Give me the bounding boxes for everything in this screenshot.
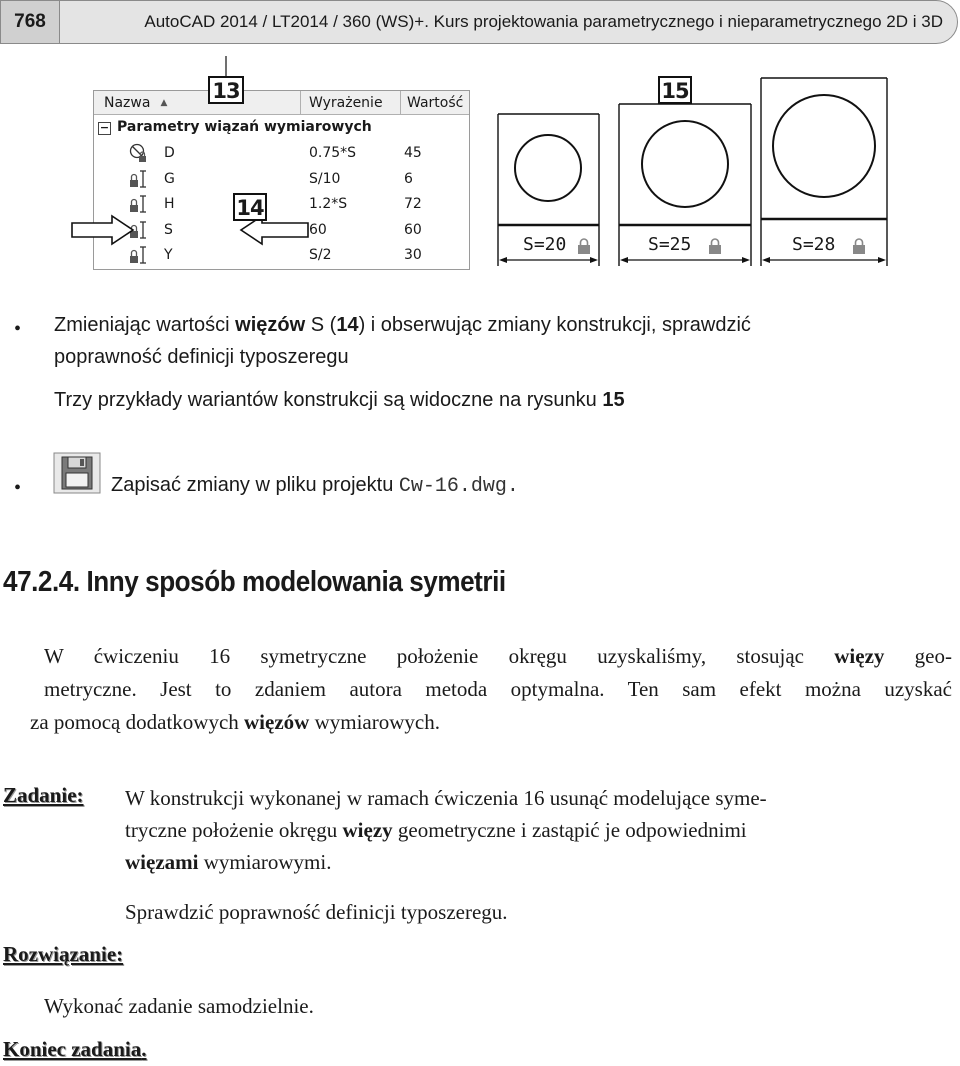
param-row[interactable]: D 0.75*S 45 <box>94 141 469 166</box>
lock-icon <box>708 238 722 255</box>
variant-drawing <box>618 64 758 274</box>
bullet1-line1: Zmieniając wartości więzów S (14) i obserwując zmiany konstrukcji, sprawdzić <box>54 314 751 336</box>
page-number: 768 <box>1 1 60 43</box>
callout-15: 15 <box>658 76 692 104</box>
dimension-label: S=25 <box>648 234 692 255</box>
param-row[interactable]: H 1.2*S 72 <box>94 192 469 217</box>
bullet2-text: Zapisać zmiany w pliku projektu Cw-16.dwg. <box>111 474 519 498</box>
bullet-dot: • <box>14 477 22 499</box>
callout-13: 13 <box>208 76 244 104</box>
callout-14: 14 <box>233 193 267 221</box>
task-line1: W konstrukcji wykonanej w ramach ćwiczenia 16 usunąć modelujące syme- <box>125 786 767 810</box>
lock-icon <box>852 238 866 255</box>
bullet1-line2: poprawność definicji typoszeregu <box>54 346 349 368</box>
group-header[interactable]: − Parametry wiązań wymiarowych <box>99 119 372 135</box>
paragraph-line: za pomocą dodatkowych więzów wymiarowych. <box>30 710 440 734</box>
page-header <box>0 0 958 44</box>
save-icon[interactable] <box>53 452 101 494</box>
end-label: Koniec zadania. <box>3 1037 147 1061</box>
variant-drawing <box>497 64 637 274</box>
param-row[interactable]: Y S/2 30 <box>94 243 469 268</box>
column-header-value[interactable]: Wartość <box>401 91 469 115</box>
task-line3: więzami wymiarowymi. <box>125 850 332 874</box>
arrow-right-icon <box>72 216 133 244</box>
paragraph-line: metryczne. Jest to zdaniem autora metoda optymalna. Ten sam efekt można uzyskać <box>44 677 952 701</box>
paragraph-line: W ćwiczeniu 16 symetryczne położenie okręgu uzyskaliśmy, stosując więzy geo- <box>44 644 952 668</box>
sort-arrow-icon: ▲ <box>160 98 168 108</box>
solution-label: Rozwiązanie: <box>3 942 124 966</box>
task-line2: tryczne położenie okręgu więzy geometryczne i zastąpić je odpowiednimi <box>125 818 747 842</box>
lock-icon <box>577 238 591 255</box>
section-heading: 47.2.4. Inny sposób modelowania symetrii <box>3 566 506 598</box>
param-row[interactable]: G S/10 6 <box>94 167 469 192</box>
arrows-overlay <box>60 56 320 256</box>
bullet1-line3: Trzy przykłady wariantów konstrukcji są widoczne na rysunku 15 <box>54 389 625 411</box>
header-title: AutoCAD 2014 / LT2014 / 360 (WS)+. Kurs projektowania parametrycznego i nieparametrycznego 2D i 3D <box>144 12 943 31</box>
variant-drawing <box>760 64 900 274</box>
task-label: Zadanie: <box>3 783 84 807</box>
variant-sketch <box>497 64 637 274</box>
bullet-dot: • <box>14 318 22 340</box>
collapse-icon[interactable]: − <box>99 121 110 134</box>
task-line4: Sprawdzić poprawność definicji typoszeregu. <box>125 900 508 924</box>
column-header-expression[interactable]: Wyrażenie <box>301 91 401 115</box>
solution-text: Wykonać zadanie samodzielnie. <box>44 994 314 1018</box>
file-name: Cw-16.dwg <box>398 475 507 498</box>
dimension-label: S=28 <box>792 234 836 255</box>
column-header-name[interactable]: Nazwa ▲ <box>94 91 301 115</box>
dimension-label: S=20 <box>523 234 567 255</box>
param-row[interactable]: S 60 60 <box>94 218 469 243</box>
